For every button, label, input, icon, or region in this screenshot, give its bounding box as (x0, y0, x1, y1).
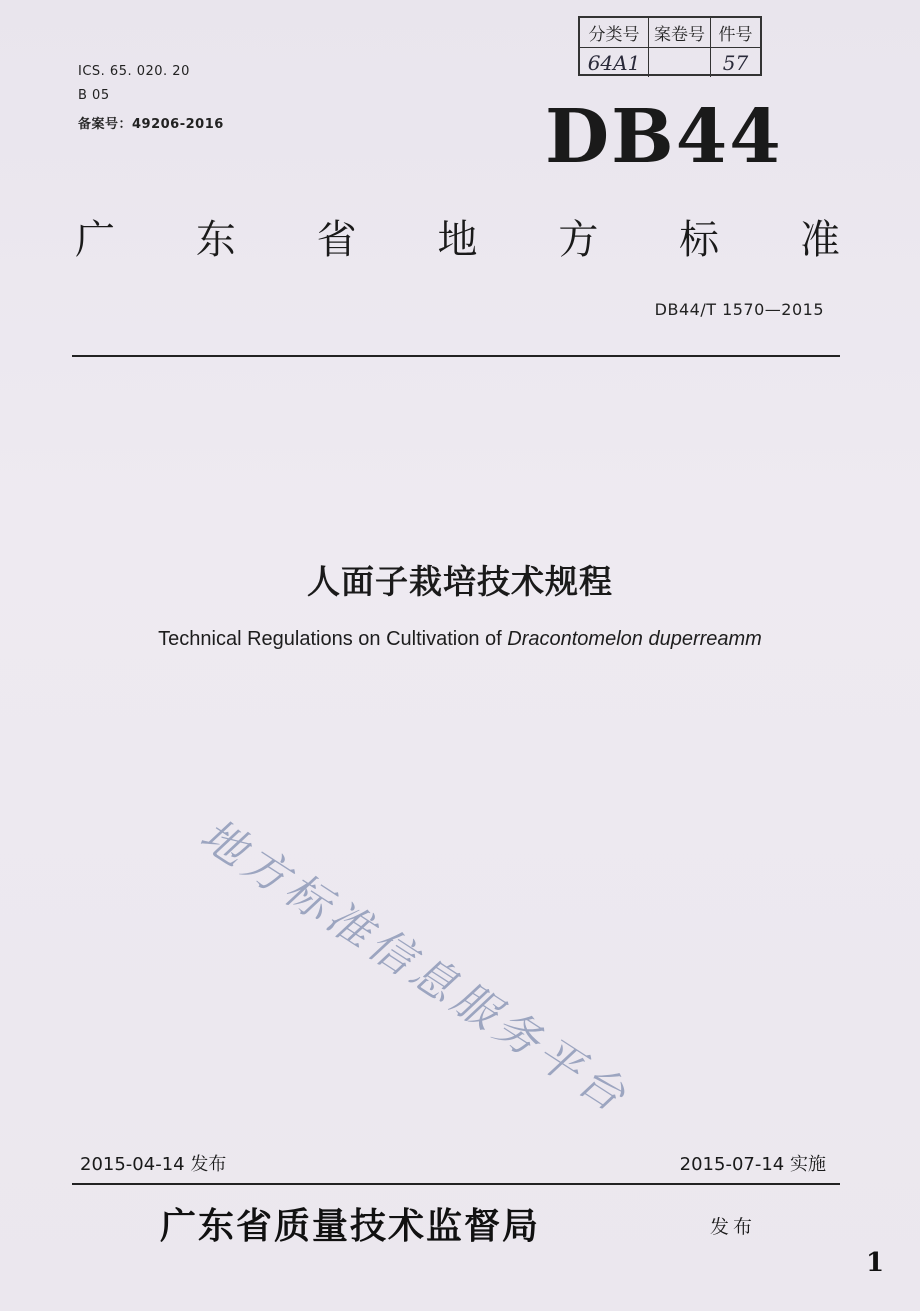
stamp-value-item: 57 (710, 48, 760, 77)
stamp-header-category: 分类号 (588, 25, 640, 45)
standard-type-char: 标 (679, 217, 720, 263)
header-divider (72, 355, 840, 357)
footer-divider (72, 1183, 840, 1185)
watermark-text: 地方标准信息服务平台 (191, 809, 639, 1125)
standard-type-char: 地 (437, 217, 478, 263)
title-en-prefix: Technical Regulations on Cultivation of (158, 628, 508, 650)
issuing-verb: 发布 (710, 1216, 757, 1238)
standard-type-char: 准 (799, 217, 840, 263)
db44-logo: DB44 (545, 94, 783, 180)
stamp-header-item: 件号 (710, 18, 760, 47)
document-title-en (0, 628, 920, 651)
stamp-value-volume (648, 48, 710, 77)
document-title-cn: 人面子栽培技术规程 (307, 562, 613, 601)
issuing-authority: 广东省质量技术监督局 (160, 1205, 541, 1247)
stamp-value-row (580, 47, 760, 77)
standard-type-char: 广 (75, 217, 115, 263)
issue-date: 2015-04-14 发布 (80, 1154, 227, 1175)
implementation-date: 2015-07-14 实施 (679, 1154, 826, 1175)
stamp-value-category: 64A1 (587, 50, 641, 75)
standard-type-char: 省 (316, 217, 357, 263)
ics-code: ICS. 65. 020. 20 (78, 64, 190, 79)
record-number: 备案号：49206-2016 (78, 117, 224, 132)
stamp-header-row (580, 18, 760, 47)
title-en-species: Dracontomelon duperreamm (507, 628, 762, 650)
standard-type-char: 方 (558, 217, 599, 263)
standard-type-char: 东 (195, 217, 236, 263)
page-number: 1 (866, 1248, 885, 1278)
standard-type-heading (70, 208, 845, 265)
standard-number: DB44/T 1570—2015 (654, 300, 824, 319)
archive-stamp (578, 16, 762, 76)
stamp-header-volume: 案卷号 (648, 18, 710, 47)
ccs-code: B 05 (78, 88, 110, 103)
